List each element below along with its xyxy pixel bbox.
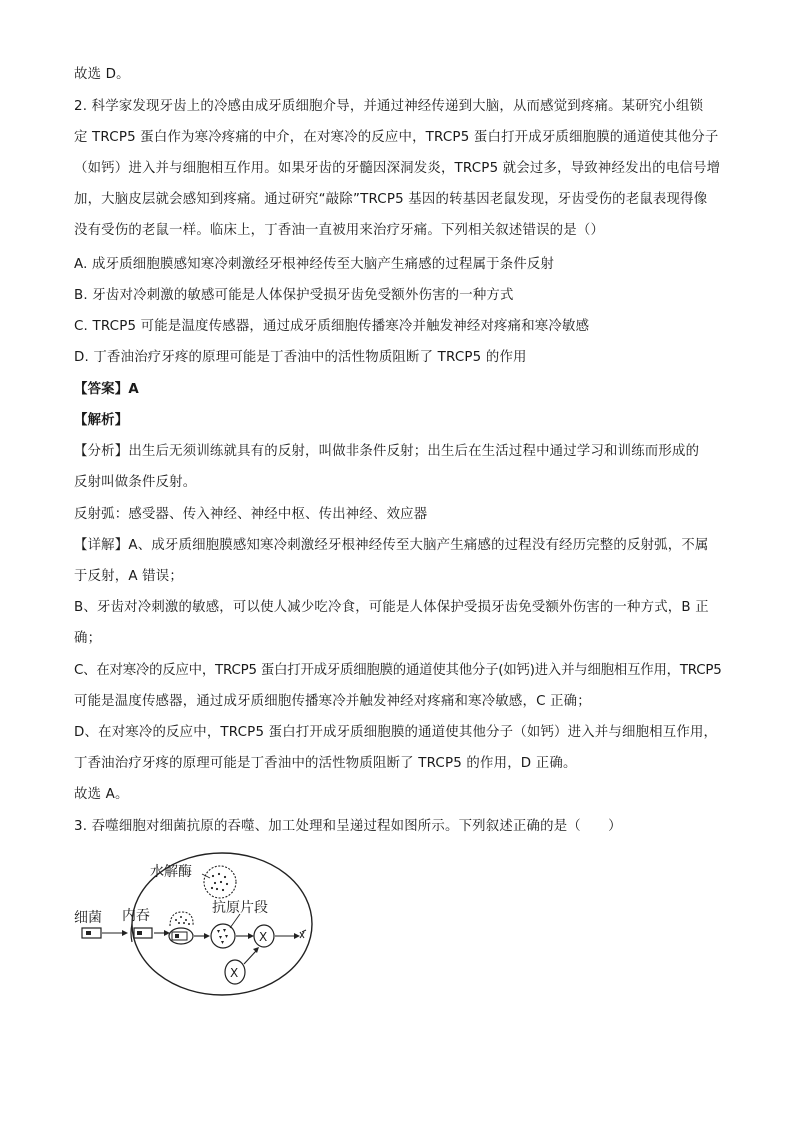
line: 定 TRCP5 蛋白作为寒冷疼痛的中介，在对寒冷的反应中，TRCP5 蛋白打开成牙质细胞膜的通道使其他分子 [74, 130, 719, 145]
label-hydrolase: 水解酶 [150, 864, 192, 880]
bacterium-shape [82, 928, 101, 938]
engulfing-membrane [131, 924, 132, 942]
answer: 【答案】A [74, 382, 139, 397]
phagocytosis-diagram [70, 852, 315, 1002]
line: 于反射，A 错误； [74, 569, 183, 584]
option-b: B. 牙齿对冷刺激的敏感可能是人体保护受损牙齿免受额外伤害的一种方式 [74, 288, 514, 303]
line: 故选 A。 [74, 787, 129, 802]
label-bacteria: 细菌 [74, 910, 102, 926]
presented-antigen-mark [300, 930, 306, 938]
arrowhead [204, 933, 210, 939]
question-3: 3. 吞噬细胞对细菌抗原的吞噬、加工处理和呈递过程如图所示。下列叙述正确的是（ ） [74, 819, 622, 834]
line: （如钙）进入并与细胞相互作用。如果牙齿的牙髓因深洞发炎，TRCP5 就会过多，导致神经发出的电信号增 [74, 161, 721, 176]
arrowhead [248, 933, 254, 939]
antigen-fragment-pointer [230, 914, 240, 928]
line: 反射弧：感受器、传入神经、神经中枢、传出神经、效应器 [74, 507, 428, 522]
analysis-heading: 【解析】 [74, 413, 129, 428]
phagosome [169, 928, 193, 944]
processing-vesicle [211, 924, 235, 948]
hydrolase-dots [211, 873, 228, 891]
line: C、在对寒冷的反应中，TRCP5 蛋白打开成牙质细胞膜的通道使其他分子(如钙)进入并与细胞相互作用，TRCP5 [74, 663, 722, 678]
engulfed-bacterium-core [137, 931, 142, 935]
line: 反射叫做条件反射。 [74, 475, 197, 490]
option-a: A. 成牙质细胞膜感知寒冷刺激经牙根神经传至大脑产生痛感的过程属于条件反射 [74, 257, 555, 272]
option-d: D. 丁香油治疗牙疼的原理可能是丁香油中的活性物质阻断了 TRCP5 的作用 [74, 350, 527, 365]
arrow [244, 951, 256, 964]
line: D、在对寒冷的反应中，TRCP5 蛋白打开成牙质细胞膜的通道使其他分子（如钙）进入并与细胞相互作用， [74, 725, 718, 740]
arrowhead [294, 933, 300, 939]
line: 可能是温度传感器，通过成牙质细胞传播寒冷并触发神经对疼痛和寒冷敏感，C 正确； [74, 694, 591, 709]
line: 确； [74, 631, 102, 646]
line: 没有受伤的老鼠一样。临床上，丁香油一直被用来治疗牙痛。下列相关叙述错误的是（） [74, 223, 605, 238]
arrowhead [253, 947, 259, 953]
line: 加，大脑皮层就会感知到疼痛。通过研究“敲除”TRCP5 基因的转基因老鼠发现，牙齿受伤的老鼠表现得像 [74, 192, 708, 207]
x-label: X [259, 930, 268, 944]
line: B、牙齿对冷刺激的敏感，可以使人减少吃冷食，可能是人体保护受损牙齿免受额外伤害的一种方式，B 正 [74, 600, 709, 615]
line: 【详解】A、成牙质细胞膜感知寒冷刺激经牙根神经传至大脑产生痛感的过程没有经历完整的反射弧，不属 [74, 538, 709, 553]
label-antigen-fragment: 抗原片段 [212, 900, 268, 916]
question-2: 2. 科学家发现牙齿上的冷感由成牙质细胞介导，并通过神经传递到大脑，从而感觉到疼痛。某研究小组锁 [74, 99, 704, 114]
line: 故选 D。 [74, 67, 130, 82]
engulfed-bacterium [134, 928, 152, 938]
phagosome-bacterium [172, 932, 187, 940]
arrowhead [122, 930, 128, 936]
label-endocytosis: 内吞 [122, 908, 150, 924]
x-label: X [230, 966, 239, 980]
phagosome-bacterium-core [175, 934, 179, 938]
antigen-fragments [217, 929, 228, 944]
line: 【分析】出生后无须训练就具有的反射，叫做非条件反射；出生后在生活过程中通过学习和训练而形成的 [74, 444, 700, 459]
bacterium-core [86, 931, 91, 935]
option-c: C. TRCP5 可能是温度传感器，通过成牙质细胞传播寒冷并触发神经对疼痛和寒冷敏感 [74, 319, 590, 334]
fusing-lysosome-dots [175, 916, 190, 925]
line: 丁香油治疗牙疼的原理可能是丁香油中的活性物质阻断了 TRCP5 的作用，D 正确。 [74, 756, 577, 771]
